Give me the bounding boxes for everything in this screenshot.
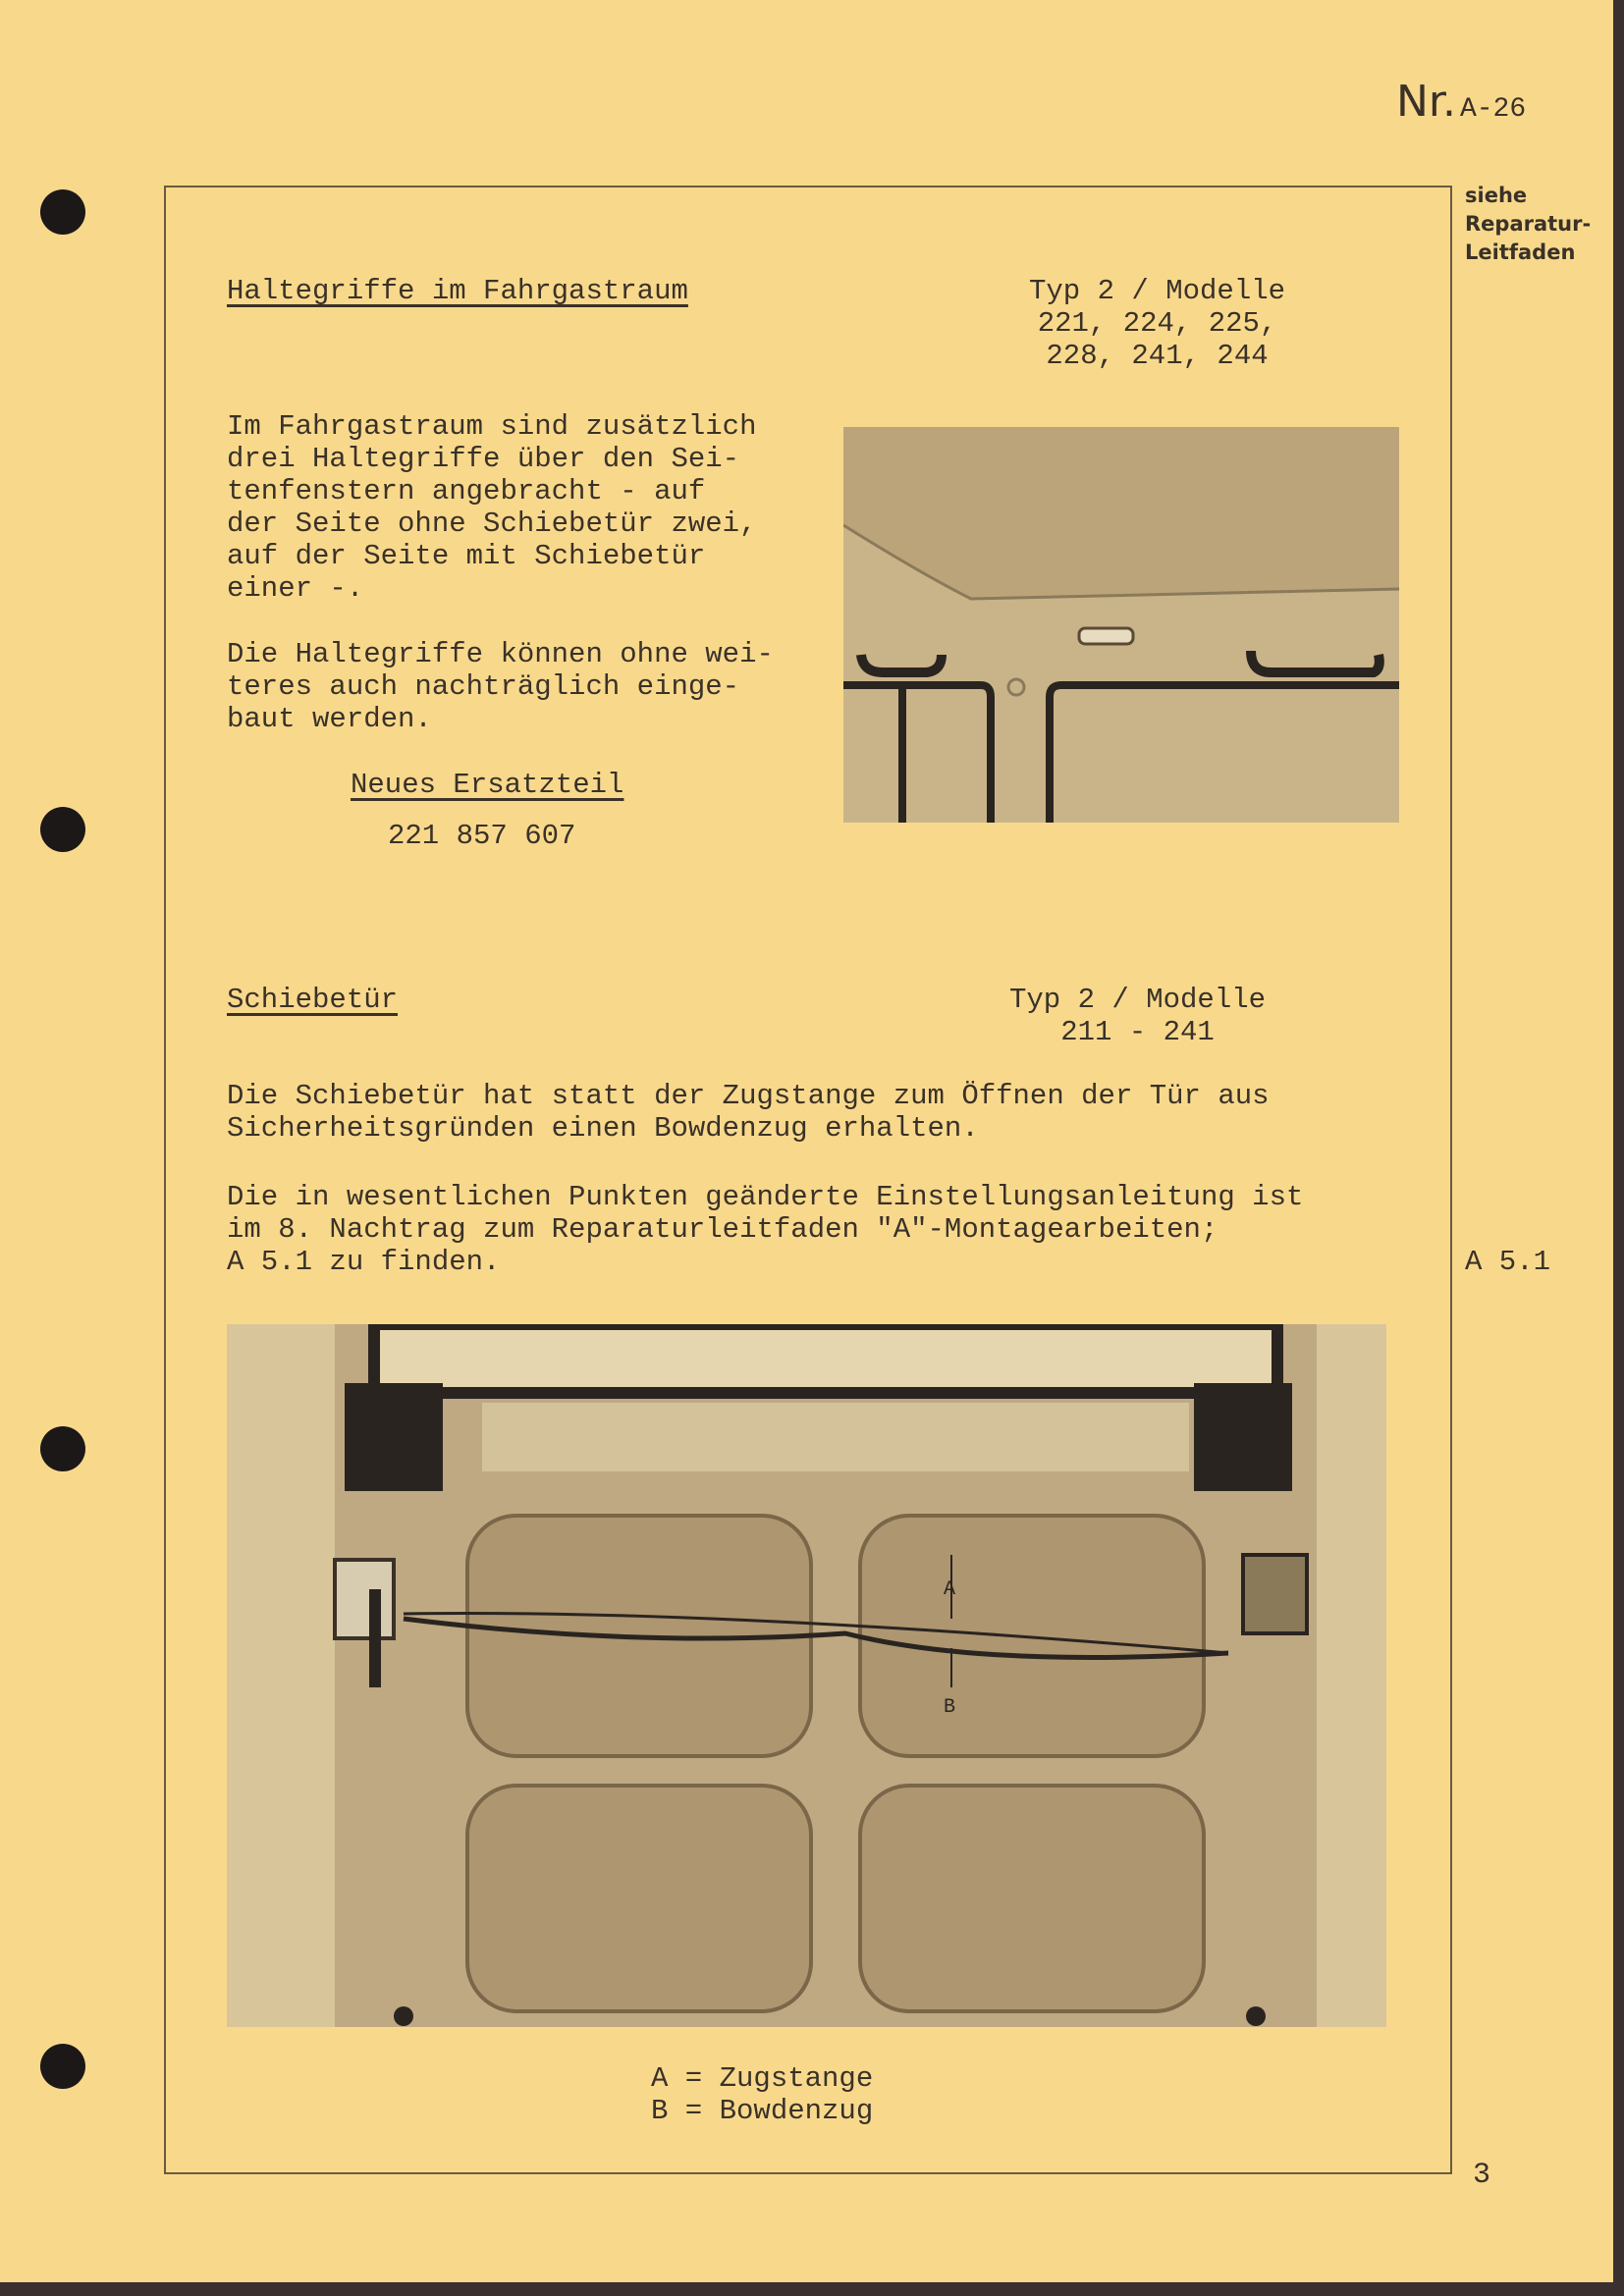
punch-hole [40, 1426, 85, 1471]
model-line: Typ 2 / Modelle [1029, 275, 1286, 307]
caption-line: A = Zugstange [651, 2062, 874, 2095]
text-line: drei Haltegriffe über den Sei- [227, 443, 740, 475]
nr-value: A-26 [1459, 94, 1527, 125]
text-line: baut werden. [227, 703, 432, 735]
punch-hole [40, 189, 85, 235]
text-line: einer -. [227, 572, 364, 605]
document-number [1396, 77, 1526, 127]
part-number: 221 857 607 [388, 820, 576, 852]
text-line: im 8. Nachtrag zum Reparaturleitfaden "A"-Montagearbeiten; [227, 1213, 1218, 1246]
photo-grab-handles [843, 427, 1399, 823]
punch-hole [40, 807, 85, 852]
text-line: Sicherheitsgründen einen Bowdenzug erhalten. [227, 1112, 979, 1145]
margin-note-line: Leitfaden [1465, 240, 1576, 264]
paragraph [227, 1181, 1303, 1278]
model-list [1029, 275, 1285, 372]
text-line: der Seite ohne Schiebetür zwei, [227, 507, 757, 540]
paragraph [227, 410, 757, 605]
paragraph [227, 638, 774, 735]
text-line: tenfenstern angebracht - auf [227, 475, 706, 507]
model-line: 211 - 241 [1060, 1016, 1215, 1048]
photo-label-a: A [944, 1578, 956, 1601]
margin-reference: A 5.1 [1465, 1246, 1551, 1278]
photo-sliding-door [227, 1324, 1386, 2027]
nr-label: Nr. [1396, 77, 1456, 127]
photo-label-b: B [944, 1696, 956, 1719]
model-line: 228, 241, 244 [1046, 340, 1269, 372]
text-line: Die in wesentlichen Punkten geänderte Einstellungsanleitung ist [227, 1181, 1304, 1213]
text-line: A 5.1 zu finden. [227, 1246, 501, 1278]
text-line: Die Haltegriffe können ohne wei- [227, 638, 774, 670]
model-line: Typ 2 / Modelle [1009, 984, 1267, 1016]
paragraph [227, 1080, 1270, 1145]
text-line: Die Schiebetür hat statt der Zugstange zum Öffnen der Tür aus [227, 1080, 1270, 1112]
section-title-schiebetuer: Schiebetür [227, 984, 399, 1016]
margin-note [1465, 182, 1591, 267]
margin-note-line: Reparatur- [1465, 212, 1592, 236]
section-title-haltegriffe: Haltegriffe im Fahrgastraum [227, 275, 688, 307]
text-line: auf der Seite mit Schiebetür [227, 540, 706, 572]
text-line: teres auch nachträglich einge- [227, 670, 740, 703]
page-number: 3 [1473, 2159, 1491, 2192]
new-part-label: Neues Ersatzteil [351, 769, 624, 801]
punch-hole [40, 2044, 85, 2089]
photo-caption [651, 2062, 873, 2127]
text-line: Im Fahrgastraum sind zusätzlich [227, 410, 757, 443]
model-line: 221, 224, 225, [1037, 307, 1277, 340]
model-list [1009, 984, 1266, 1048]
caption-line: B = Bowdenzug [651, 2095, 874, 2127]
margin-note-line: siehe [1465, 184, 1528, 207]
